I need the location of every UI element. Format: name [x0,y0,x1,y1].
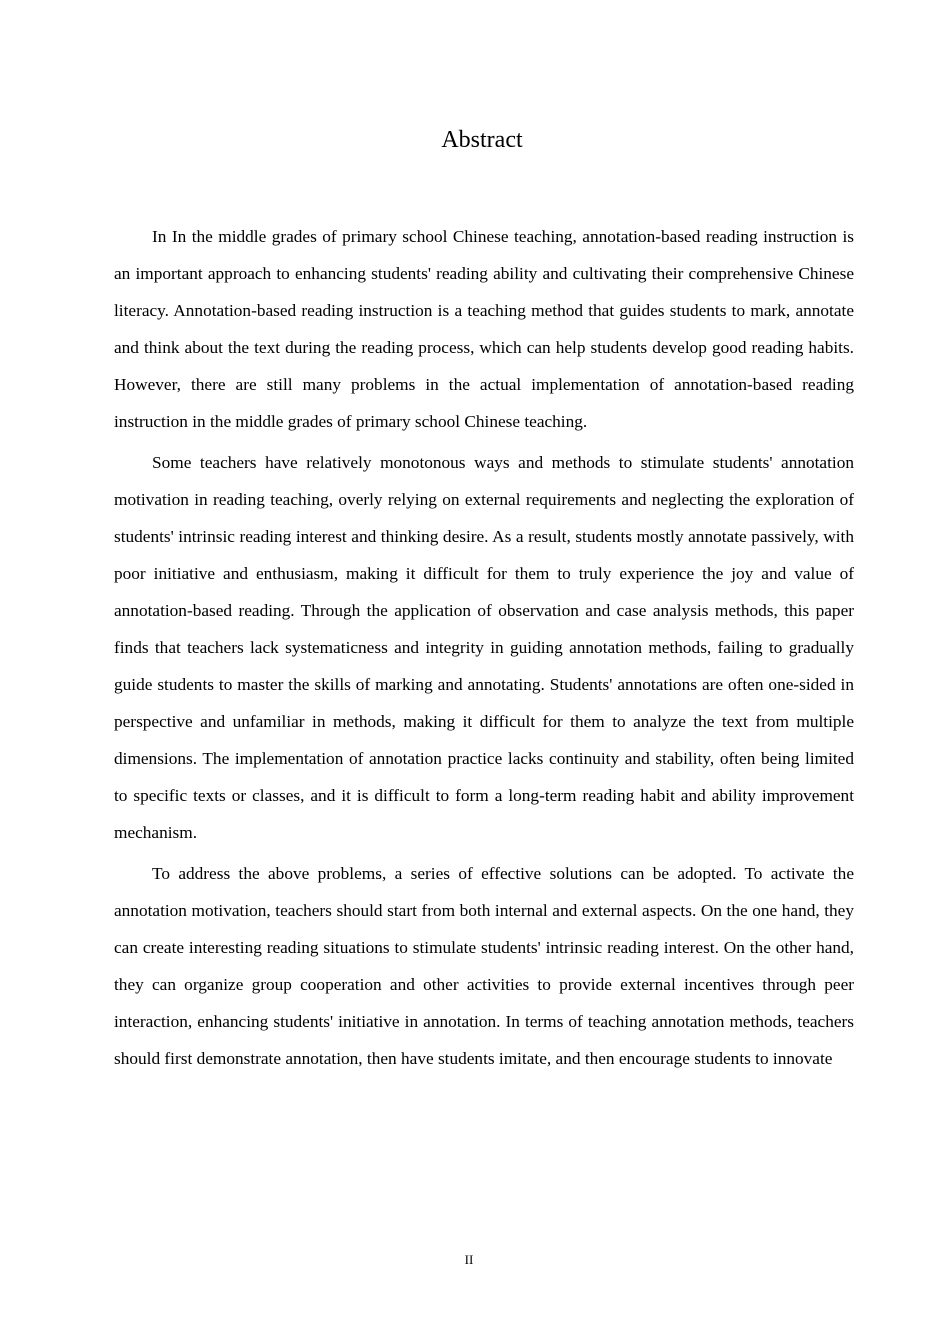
abstract-paragraph-1: In In the middle grades of primary school Chinese teaching, annotation-based reading instruction is an important approach to enhancing students' reading ability and cultivating their comprehensive Chinese literacy. Annotation-based reading instruction is a teaching method that guides students to mark, annotate and think about the text during the reading process, which can help students develop good reading habits. However, there are still many problems in the actual implementation of annotation-based reading instruction in the middle grades of primary school Chinese teaching. [114,227,854,431]
abstract-paragraph-3: To address the above problems, a series of effective solutions can be adopted. To activate the annotation motivation, teachers should start from both internal and external aspects. On the one hand, they can create interesting reading situations to stimulate students' intrinsic reading interest. On the other hand, they can organize group cooperation and other activities to provide external incentives through peer interaction, enhancing students' initiative in annotation. In terms of teaching annotation methods, teachers should first demonstrate annotation, then have students imitate, and then encourage students to innovate [114,864,854,1068]
abstract-paragraph-2: Some teachers have relatively monotonous ways and methods to stimulate students' annotation motivation in reading teaching, overly relying on external requirements and neglecting the exploration of students' intrinsic reading interest and thinking desire. As a result, students mostly annotate passively, with poor initiative and enthusiasm, making it difficult for them to truly experience the joy and value of annotation-based reading. Through the application of observation and case analysis methods, this paper finds that teachers lack systematicness and integrity in guiding annotation methods, failing to gradually guide students to master the skills of marking and annotating. Students' annotations are often one-sided in perspective and unfamiliar in methods, making it difficult for them to analyze the text from multiple dimensions. The implementation of annotation practice lacks continuity and stability, often being limited to specific texts or classes, and it is difficult to form a long-term reading habit and ability improvement mechanism. [114,453,854,842]
page-number: II [464,1252,474,1267]
abstract-body [114,218,854,1081]
abstract-title: Abstract [441,127,523,153]
